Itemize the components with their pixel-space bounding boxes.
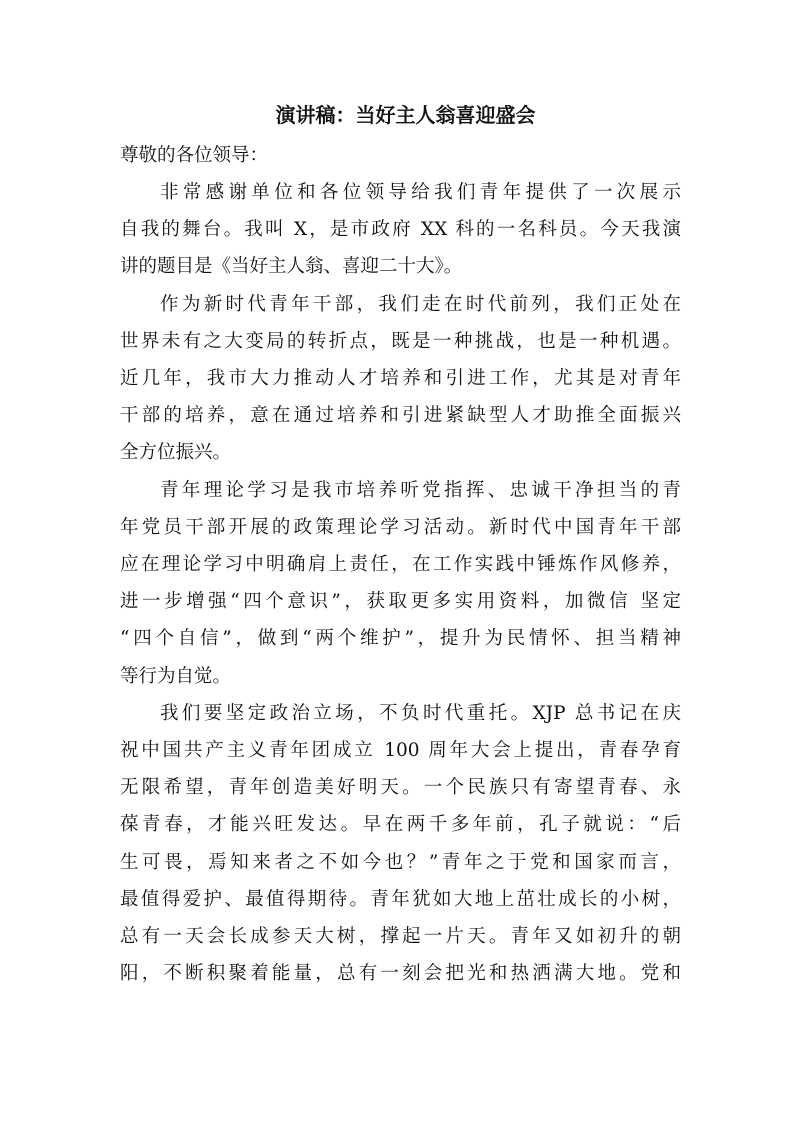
paragraph-line: 作为新时代青年干部，我们走在时代前列，我们正处在 bbox=[160, 293, 681, 315]
paragraph-line: 应在理论学习中明确肩上责任，在工作实践中锤炼作风修养， bbox=[120, 554, 681, 576]
paragraph-line: 等行为自觉。 bbox=[120, 665, 232, 687]
paragraph-line: 自我的舞台。我叫 X，是市政府 XX 科的一名科员。今天我演 bbox=[120, 219, 681, 241]
paragraph-line: 祝中国共产主义青年团成立 100 周年大会上提出，青春孕育 bbox=[120, 740, 681, 762]
salutation: 尊敬的各位领导： bbox=[120, 145, 269, 166]
paragraph-line: 青年理论学习是我市培养听党指挥、忠诚干净担当的青 bbox=[160, 479, 681, 501]
paragraph-line: 全方位振兴。 bbox=[120, 442, 232, 464]
paragraph-line: 进一步增强“四个意识”，获取更多实用资料，加微信 坚定 bbox=[120, 591, 681, 613]
paragraph-line: 无限希望，青年创造美好明天。一个民族只有寄望青春、永 bbox=[120, 777, 681, 799]
paragraph-line: 最值得爱护、最值得期待。青年犹如大地上茁壮成长的小树， bbox=[120, 888, 681, 910]
paragraph-line: 近几年，我市大力推动人才培养和引进工作，尤其是对青年 bbox=[120, 368, 681, 390]
paragraph-line: 干部的培养，意在通过培养和引进紧缺型人才助推全面振兴 bbox=[120, 405, 681, 427]
paragraph-line: 讲的题目是《当好主人翁、喜迎二十大》。 bbox=[120, 256, 463, 278]
paragraph-line: 生可畏，焉知来者之不如今也？”青年之于党和国家而言， bbox=[120, 851, 681, 873]
paragraph-line: 非常感谢单位和各位领导给我们青年提供了一次展示 bbox=[160, 182, 681, 203]
paragraph-line: 阳，不断积聚着能量，总有一刻会把光和热洒满大地。党和 bbox=[120, 963, 681, 985]
paragraph-4 bbox=[120, 695, 681, 993]
paragraph-line: 我们要坚定政治立场，不负时代重托。XJP 总书记在庆 bbox=[160, 702, 681, 724]
paragraph-line: 世界未有之大变局的转折点，既是一种挑战，也是一种机遇。 bbox=[120, 330, 681, 352]
paragraph-line: 葆青春，才能兴旺发达。早在两千多年前，孔子就说：“后 bbox=[120, 814, 681, 836]
paragraph-1 bbox=[120, 174, 681, 286]
paragraph-line: “四个自信”，做到“两个维护”，提升为民情怀、担当精神 bbox=[120, 628, 681, 650]
document-title: 演讲稿：当好主人翁喜迎盛会 bbox=[275, 103, 536, 127]
paragraph-2 bbox=[120, 286, 681, 472]
paragraph-line: 年党员干部开展的政策理论学习活动。新时代中国青年干部 bbox=[120, 516, 681, 538]
paragraph-3 bbox=[120, 472, 681, 695]
paragraph-line: 总有一天会长成参天大树，撑起一片天。青年又如初升的朝 bbox=[120, 926, 681, 948]
